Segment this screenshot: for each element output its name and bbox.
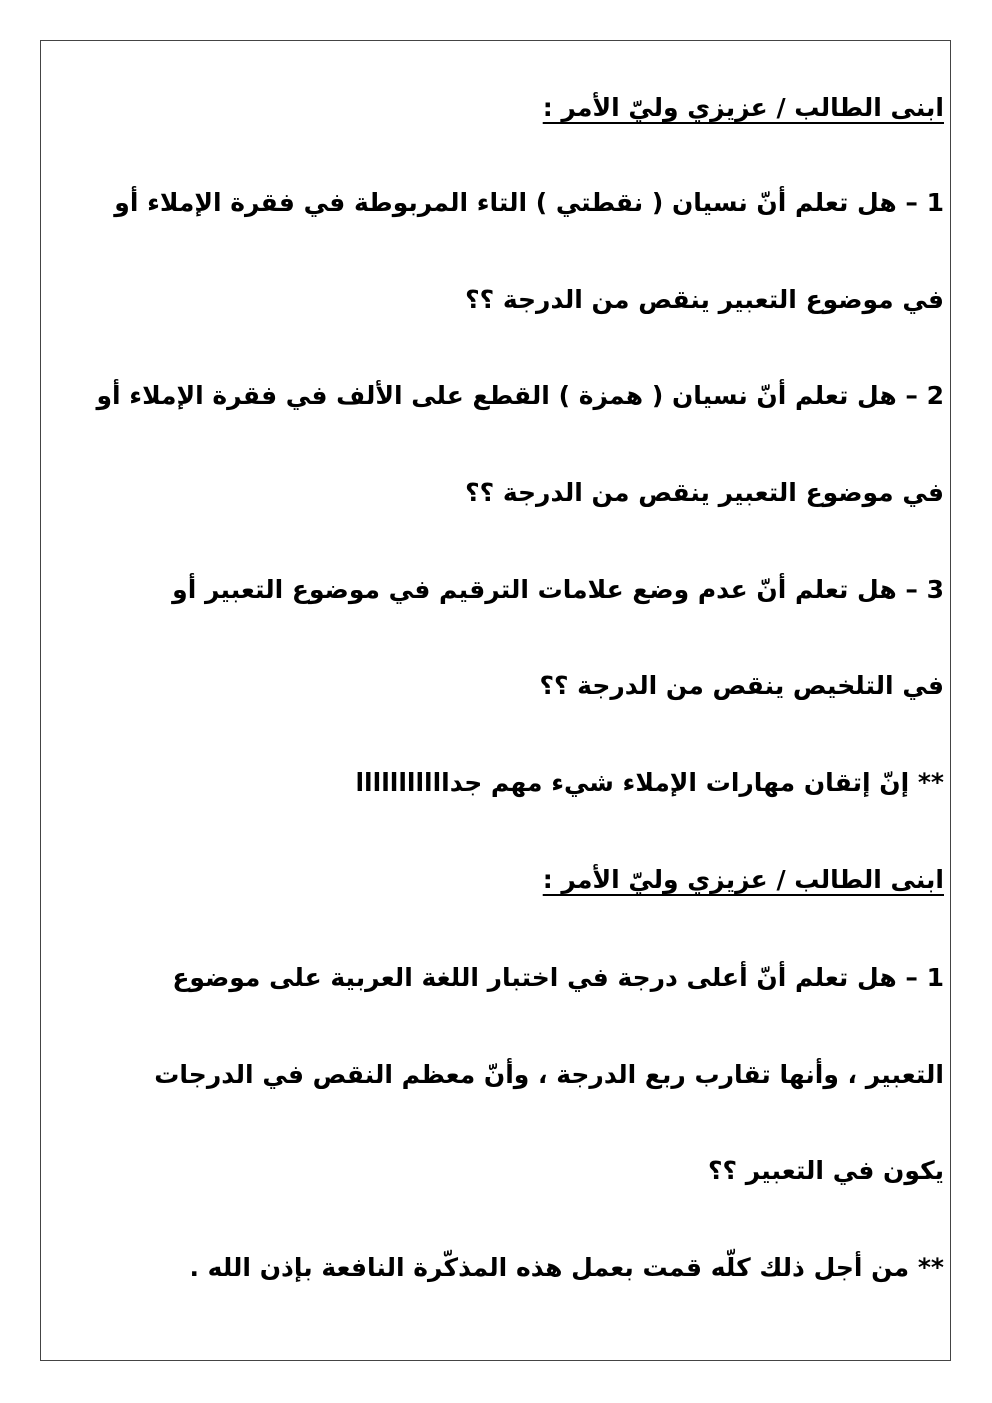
- section-2-line-1: 1 – هل تعلم أنّ أعلى درجة في اختبار اللغة العربية على موضوع: [172, 963, 944, 992]
- section-1-line-3: 2 – هل تعلم أنّ نسيان ( همزة ) القطع على الألف في فقرة الإملاء أو: [96, 381, 944, 410]
- section-2-line-2: التعبير ، وأنها تقارب ربع الدرجة ، وأنّ معظم النقص في الدرجات: [154, 1060, 944, 1089]
- section-1-line-4: في موضوع التعبير ينقص من الدرجة ؟؟: [465, 478, 944, 507]
- section-2-heading: ابنى الطالب / عزيزي وليّ الأمر :: [542, 865, 944, 894]
- section-1-note: ** إنّ إتقان مهارات الإملاء شيء مهم جدااااااااااا: [355, 768, 944, 797]
- section-1-line-5: 3 – هل تعلم أنّ عدم وضع علامات الترقيم في موضوع التعبير أو: [172, 575, 944, 604]
- section-1-line-2: في موضوع التعبير ينقص من الدرجة ؟؟: [465, 285, 944, 314]
- section-1-heading: ابنى الطالب / عزيزي وليّ الأمر :: [542, 93, 944, 122]
- section-1-line-1: 1 – هل تعلم أنّ نسيان ( نقطتي ) التاء المربوطة في فقرة الإملاء أو: [114, 188, 944, 217]
- section-2-note: ** من أجل ذلك كلّه قمت بعمل هذه المذكّرة النافعة بإذن الله .: [189, 1253, 944, 1282]
- section-1-line-6: في التلخيص ينقص من الدرجة ؟؟: [539, 671, 944, 700]
- section-2-line-3: يكون في التعبير ؟؟: [708, 1156, 944, 1185]
